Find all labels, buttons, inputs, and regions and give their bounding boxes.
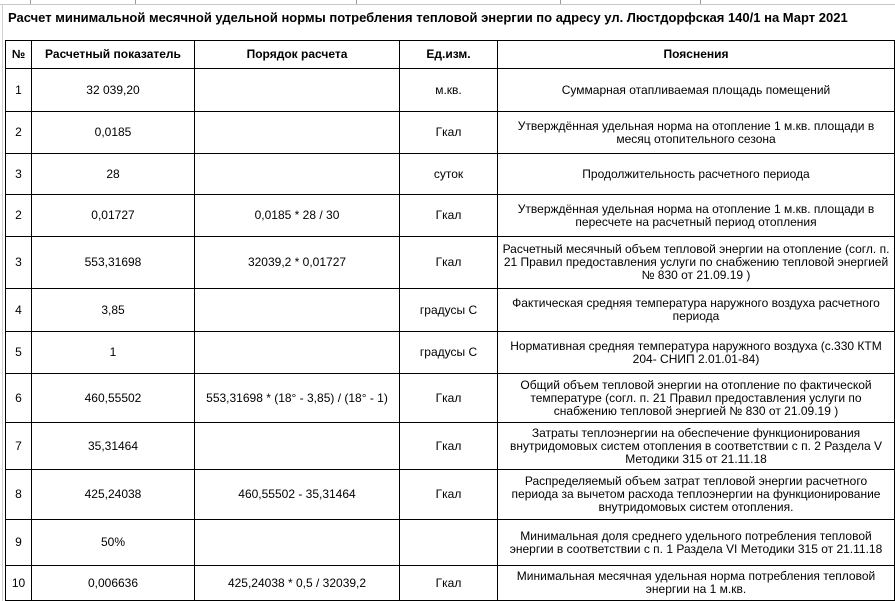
table-row — [6, 154, 895, 195]
cell-value[interactable]: 0,0185 — [32, 112, 195, 154]
table-row — [6, 237, 895, 289]
cell-note[interactable]: Суммарная отапливаемая площадь помещений — [498, 69, 895, 112]
cell-value[interactable]: 425,24038 — [32, 470, 195, 520]
header-procedure: Порядок расчета — [195, 41, 400, 69]
cell-num[interactable]: 10 — [6, 566, 32, 601]
cell-unit[interactable]: м.кв. — [400, 69, 498, 112]
table-row — [6, 289, 895, 332]
cell-note[interactable]: Затраты теплоэнергии на обеспечение функционирования внутридомовых систем отопления в соответствии с п. 2 Раздела V Методики 315 от 21.11.18 — [498, 423, 895, 470]
cell-num[interactable]: 2 — [6, 195, 32, 237]
table-row — [6, 566, 895, 601]
cell-unit[interactable]: Гкал — [400, 470, 498, 520]
document-title: Расчет минимальной месячной удельной нормы потребления тепловой энергии по адресу ул. Люстдорфская 140/1 на Март 2021 — [8, 10, 848, 25]
cell-note[interactable]: Минимальная доля среднего удельного потребления тепловой энергии в соответствии с п. 1 Раздела VI Методики 315 от 21.11.18 — [498, 520, 895, 566]
cell-formula[interactable]: 460,55502 - 35,31464 — [195, 470, 400, 520]
cell-note[interactable]: Фактическая средняя температура наружного воздуха расчетного периода — [498, 289, 895, 332]
cell-formula[interactable] — [195, 289, 400, 332]
column-tick — [356, 0, 357, 4]
cell-unit[interactable]: градусы С — [400, 289, 498, 332]
column-tick — [30, 0, 31, 4]
cell-unit[interactable]: Гкал — [400, 195, 498, 237]
cell-num[interactable]: 2 — [6, 112, 32, 154]
cell-unit[interactable]: Гкал — [400, 423, 498, 470]
cell-num[interactable]: 8 — [6, 470, 32, 520]
cell-formula[interactable]: 553,31698 * (18° - 3,85) / (18° - 1) — [195, 374, 400, 423]
cell-value[interactable]: 3,85 — [32, 289, 195, 332]
cell-num[interactable]: 6 — [6, 374, 32, 423]
table-row — [6, 112, 895, 154]
cell-unit[interactable]: Гкал — [400, 112, 498, 154]
table-row — [6, 69, 895, 112]
cell-note[interactable]: Расчетный месячный объем тепловой энергии на отопление (согл. п. 21 Правил предоставления услуги по снабжению тепловой энергией № 830 от 21.09.19 ) — [498, 237, 895, 289]
cell-num[interactable]: 5 — [6, 332, 32, 374]
cell-value[interactable]: 50% — [32, 520, 195, 566]
cell-unit[interactable]: суток — [400, 154, 498, 195]
calculation-table — [5, 40, 895, 601]
cell-note[interactable]: Минимальная месячная удельная норма потребления тепловой энергии на 1 м.кв. — [498, 566, 895, 601]
header-num: № — [6, 41, 32, 69]
cell-note[interactable]: Утверждённая удельная норма на отопление 1 м.кв. площади в месяц отопительного сезона — [498, 112, 895, 154]
cell-unit[interactable]: Гкал — [400, 374, 498, 423]
cell-num[interactable]: 7 — [6, 423, 32, 470]
cell-formula[interactable] — [195, 154, 400, 195]
cell-unit[interactable] — [400, 520, 498, 566]
table-row — [6, 332, 895, 374]
cell-note[interactable]: Общий объем тепловой энергии на отопление по фактической температуре (согл. п. 21 Правил предоставления услуги по снабжению тепловой энергией № 830 от 21.09.19 ) — [498, 374, 895, 423]
cell-formula[interactable] — [195, 69, 400, 112]
cell-value[interactable]: 32 039,20 — [32, 69, 195, 112]
cell-value[interactable]: 1 — [32, 332, 195, 374]
cell-formula[interactable] — [195, 112, 400, 154]
header-indicator: Расчетный показатель — [32, 41, 195, 69]
cell-num[interactable]: 4 — [6, 289, 32, 332]
header-note: Пояснения — [498, 41, 895, 69]
cell-value[interactable]: 0,006636 — [32, 566, 195, 601]
cell-num[interactable]: 3 — [6, 237, 32, 289]
cell-note[interactable]: Продолжительность расчетного периода — [498, 154, 895, 195]
column-tick — [135, 0, 136, 4]
cell-formula[interactable]: 425,24038 * 0,5 / 32039,2 — [195, 566, 400, 601]
cell-note[interactable]: Утверждённая удельная норма на отопление 1 м.кв. площади в пересчете на расчетный период отопления — [498, 195, 895, 237]
cell-formula[interactable] — [195, 332, 400, 374]
cell-note[interactable]: Нормативная средняя температура наружного воздуха (с.330 КТМ 204- СНИП 2.01.01-84) — [498, 332, 895, 374]
cell-value[interactable]: 28 — [32, 154, 195, 195]
table-row — [6, 374, 895, 423]
cell-formula[interactable] — [195, 520, 400, 566]
cell-formula[interactable] — [195, 423, 400, 470]
cell-value[interactable]: 553,31698 — [32, 237, 195, 289]
cell-value[interactable]: 460,55502 — [32, 374, 195, 423]
cell-formula[interactable]: 0,0185 * 28 / 30 — [195, 195, 400, 237]
column-tick — [700, 0, 701, 4]
cell-num[interactable]: 3 — [6, 154, 32, 195]
cell-unit[interactable]: Гкал — [400, 566, 498, 601]
cell-num[interactable]: 9 — [6, 520, 32, 566]
cell-unit[interactable]: Гкал — [400, 237, 498, 289]
cell-num[interactable]: 1 — [6, 69, 32, 112]
table-row — [6, 520, 895, 566]
sheet-left-edge — [0, 4, 3, 601]
cell-value[interactable]: 35,31464 — [32, 423, 195, 470]
cell-note[interactable]: Распределяемый объем затрат тепловой энергии расчетного периода за вычетом расхода теплоэнергии на функционирование внутридомовых систем отопления. — [498, 470, 895, 520]
column-tick — [560, 0, 561, 4]
cell-value[interactable]: 0,01727 — [32, 195, 195, 237]
table-row — [6, 470, 895, 520]
cell-unit[interactable]: градусы С — [400, 332, 498, 374]
sheet-top-edge — [0, 0, 895, 5]
header-row — [6, 41, 895, 69]
header-unit: Ед.изм. — [400, 41, 498, 69]
table-row — [6, 195, 895, 237]
table-row — [6, 423, 895, 470]
cell-formula[interactable]: 32039,2 * 0,01727 — [195, 237, 400, 289]
